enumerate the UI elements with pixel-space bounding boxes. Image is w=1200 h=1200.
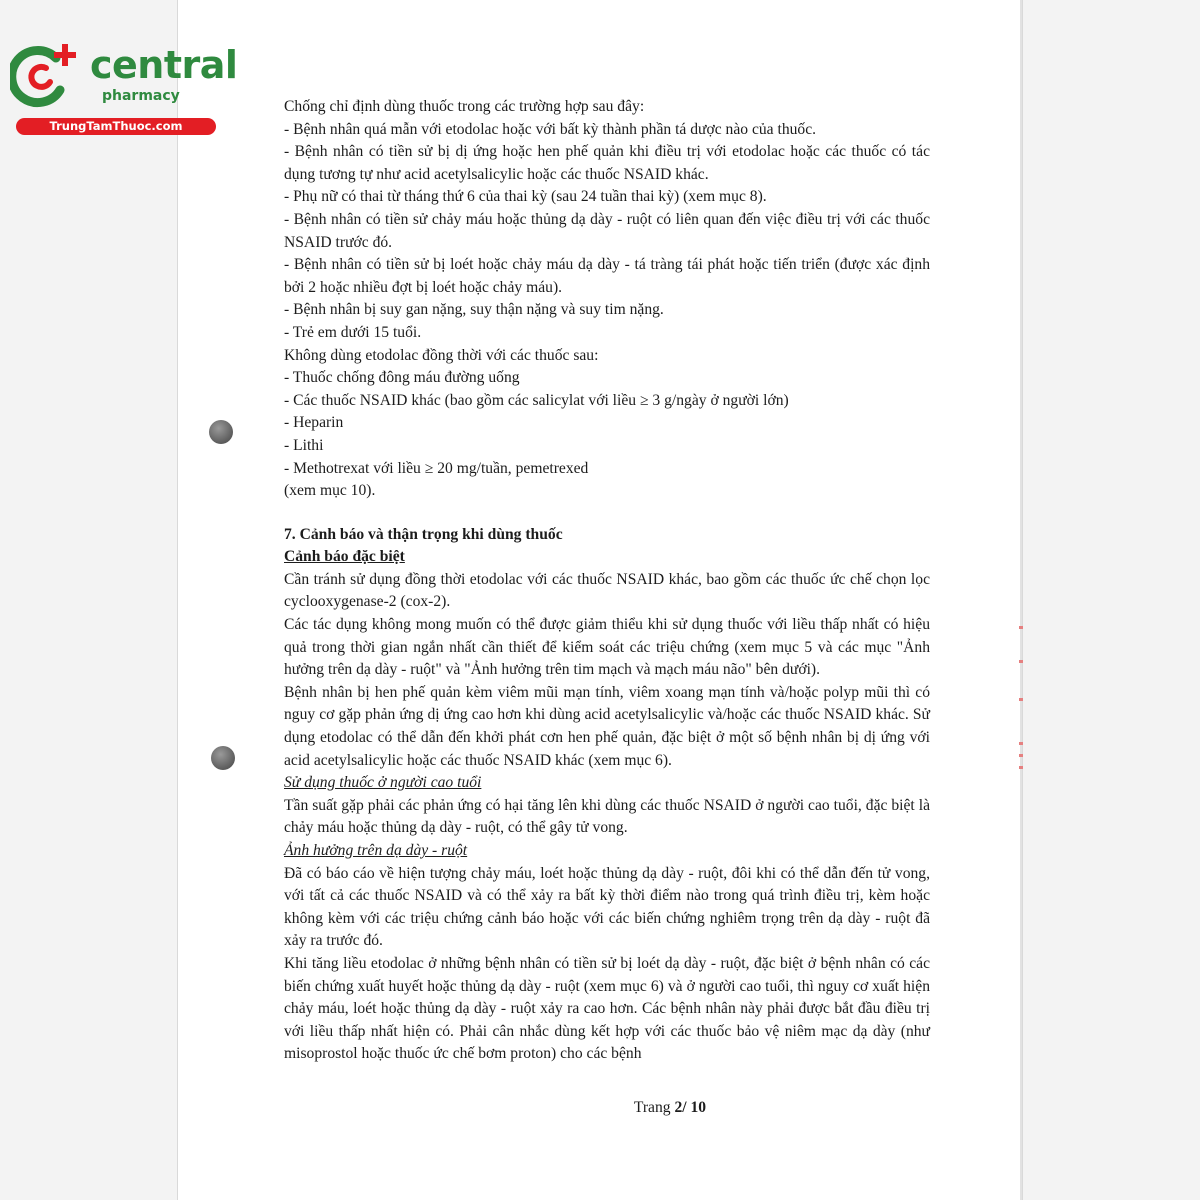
page-edge bbox=[1020, 0, 1022, 1200]
text-line: - Các thuốc NSAID khác (bao gồm các salicylat với liều ≥ 3 g/ngày ở người lớn) bbox=[284, 391, 789, 409]
paragraph: Các tác dụng không mong muốn có thể được giảm thiểu khi sử dụng thuốc với liều thấp nhất có hiệu quả trong thời gian ngắn nhất cần thiết để kiểm soát các triệu chứng (xem mục 5 và các mục "Ảnh hưởng trên dạ dày - ruột" và "Ảnh hưởng trên tim mạch và mạch máu não" bên dưới). bbox=[284, 616, 930, 679]
punch-hole-top bbox=[209, 420, 233, 444]
paragraph: - Bệnh nhân có tiền sử chảy máu hoặc thủng dạ dày - ruột có liên quan đến việc điều trị với các thuốc NSAID trước đó. bbox=[284, 210, 930, 251]
paragraph: - Bệnh nhân có tiền sử bị loét hoặc chảy máu dạ dày - tá tràng tái phát hoặc tiến triển (được xác định bởi 2 hoặc nhiều đợt bị loét hoặc chảy máu). bbox=[284, 256, 930, 296]
page-number bbox=[0, 1099, 1200, 1117]
text-line: - Lithi bbox=[284, 436, 324, 454]
text-line: - Bệnh nhân bị suy gan nặng, suy thận nặng và suy tim nặng. bbox=[284, 301, 664, 319]
paragraph: Khi tăng liều etodolac ở những bệnh nhân có tiền sử bị loét dạ dày - ruột, đặc biệt ở bệnh nhân có các biến chứng xuất huyết hoặc thủng dạ dày - ruột (xem mục 6) và ở người cao tuổi, thì nguy cơ xuất hiện chảy máu, loét hoặc thủng dạ dày - ruột xảy ra cao hơn. Các bệnh nhân này phải được bắt đầu điều trị với liều thấp nhất hiện có. Phải cân nhắc dùng kết hợp với các thuốc bảo vệ niêm mạc dạ dày (như misoprostol hoặc thuốc ức chế bơm proton) cho các bệnh bbox=[284, 954, 930, 1063]
text-line: - Phụ nữ có thai từ tháng thứ 6 của thai kỳ (sau 24 tuần thai kỳ) (xem mục 8). bbox=[284, 188, 767, 206]
spacer bbox=[284, 503, 930, 524]
text-line: - Methotrexat với liều ≥ 20 mg/tuần, pemetrexed bbox=[284, 459, 589, 477]
page-count: 2/ 10 bbox=[674, 1099, 707, 1116]
subheading: Cảnh báo đặc biệt bbox=[284, 548, 405, 566]
pharmacy-cross-icon bbox=[10, 38, 80, 108]
paragraph: Tần suất gặp phải các phản ứng có hại tăng lên khi dùng các thuốc NSAID ở người cao tuổi, đặc biệt là chảy máu hoặc thủng dạ dày - ruột, có thể gây tử vong. bbox=[284, 796, 930, 837]
text-line: (xem mục 10). bbox=[284, 482, 376, 500]
central-pharmacy-logo bbox=[10, 34, 238, 138]
margin-marks bbox=[1019, 620, 1025, 780]
section-heading: 7. Cảnh báo và thận trọng khi dùng thuốc bbox=[284, 525, 563, 543]
text-line: - Thuốc chống đông máu đường uống bbox=[284, 369, 520, 387]
paragraph: Cần tránh sử dụng đồng thời etodolac với các thuốc NSAID khác, bao gồm các thuốc ức chế chọn lọc cyclooxygenase-2 (cox-2). bbox=[284, 570, 930, 611]
logo-name: central bbox=[90, 43, 238, 87]
paragraph: - Bệnh nhân có tiền sử bị dị ứng hoặc hen phế quản khi điều trị với etodolac hoặc các thuốc có tác dụng tương tự như acid acetylsalicylic hoặc các thuốc NSAID khác. bbox=[284, 143, 930, 183]
text-line: - Bệnh nhân quá mẫn với etodolac hoặc với bất kỳ thành phần tá dược nào của thuốc. bbox=[284, 120, 817, 138]
text-line: Chống chỉ định dùng thuốc trong các trường hợp sau đây: bbox=[284, 98, 645, 115]
text-line: Không dùng etodolac đồng thời với các thuốc sau: bbox=[284, 346, 599, 364]
page-label: Trang bbox=[633, 1099, 675, 1116]
logo-url-banner: TrungTamThuoc.com bbox=[16, 118, 216, 135]
paragraph: Bệnh nhân bị hen phế quản kèm viêm mũi mạn tính, viêm xoang mạn tính và/hoặc polyp mũi thì có nguy cơ gặp phản ứng dị ứng cao hơn khi dùng acid acetylsalicylic và/hoặc các thuốc NSAID khác. Sử dụng etodolac có thể dẫn đến khởi phát cơn hen phế quản, đặc biệt ở một số bệnh nhân bị dị ứng với acid acetylsalicylic hoặc các thuốc NSAID khác (xem mục 6). bbox=[284, 683, 930, 769]
logo-subtitle: pharmacy bbox=[102, 88, 180, 104]
paragraph: Đã có báo cáo về hiện tượng chảy máu, loét hoặc thủng dạ dày - ruột, đôi khi có thể dẫn đến tử vong, với tất cả các thuốc NSAID và có thể xảy ra bất kỳ thời điểm nào trong quá trình điều trị, kèm hoặc không kèm với các triệu chứng cảnh báo hoặc với các biến chứng nghiêm trọng trên dạ dày - ruột đã xảy ra trước đó. bbox=[284, 864, 930, 950]
italic-subheading: Ảnh hưởng trên dạ dày - ruột bbox=[284, 842, 468, 859]
document-body bbox=[284, 96, 930, 1066]
text-line: - Trẻ em dưới 15 tuổi. bbox=[284, 323, 422, 341]
punch-hole-bottom bbox=[211, 746, 235, 770]
italic-subheading: Sử dụng thuốc ở người cao tuổi bbox=[284, 774, 482, 792]
text-line: - Heparin bbox=[284, 414, 344, 432]
